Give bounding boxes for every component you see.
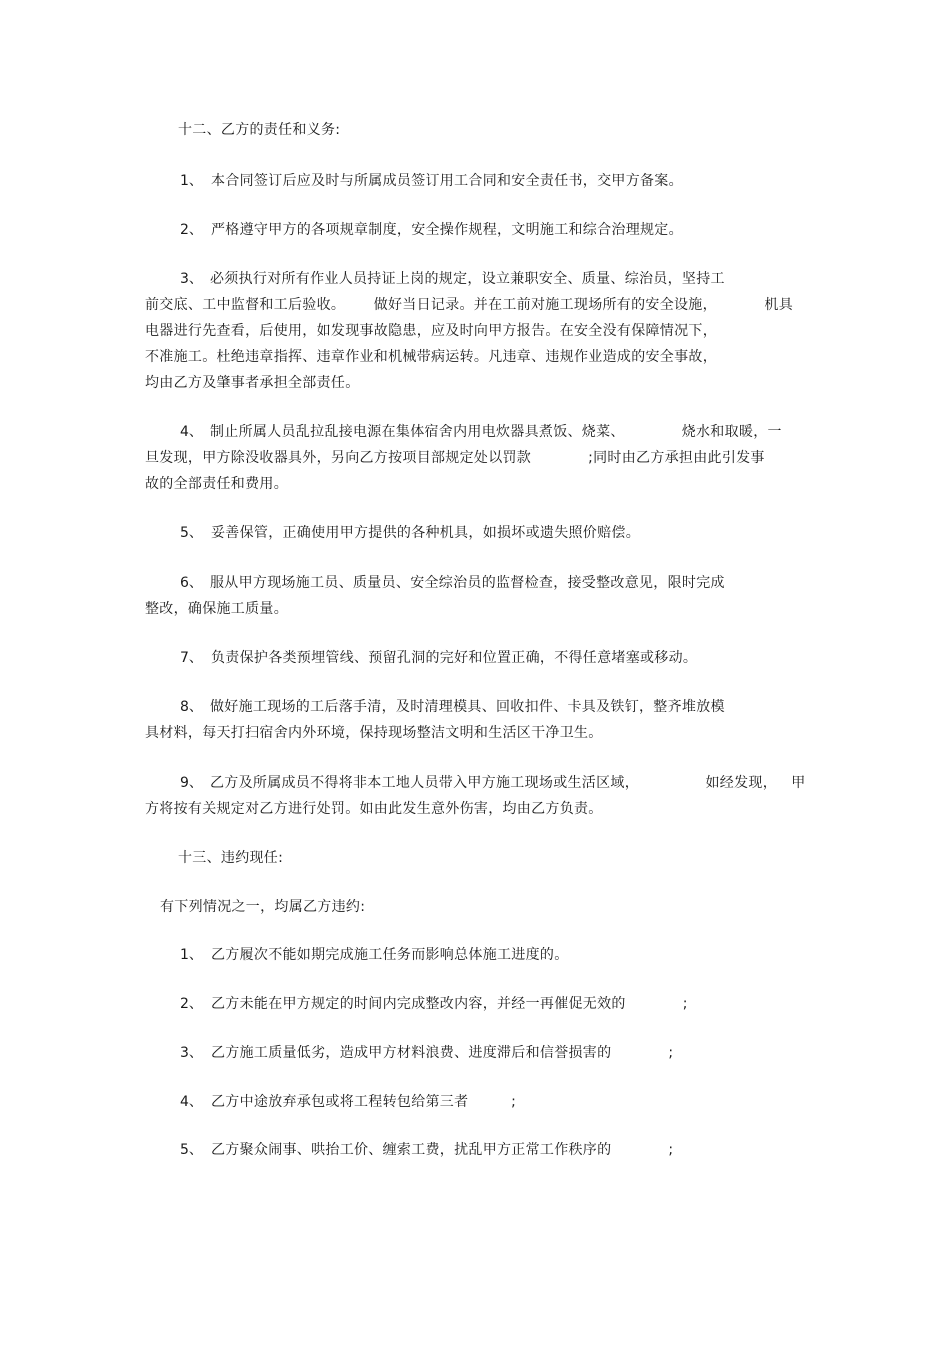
item-13-5-text: 乙方聚众闹事、哄抬工价、缠索工费，扰乱甲方正常工作秩序的 ; <box>211 1142 674 1158</box>
item-12-3-line-4: 不准施工。杜绝违章指挥、违章作业和机械带病运转。凡违章、违规作业造成的安全事故， <box>145 349 717 365</box>
item-12-1-number: 1、 <box>180 173 203 189</box>
item-13-2-number: 2、 <box>180 996 203 1012</box>
item-12-6-line-2: 整改，确保施工质量。 <box>145 601 288 617</box>
item-12-7-number: 7、 <box>180 650 203 666</box>
item-12-5-text: 妥善保管，正确使用甲方提供的各种机具，如损坏或遗失照价赔偿。 <box>211 525 640 541</box>
item-12-8-number: 8、 <box>180 699 203 715</box>
item-12-9-number: 9、 <box>180 775 203 791</box>
item-13-4-number: 4、 <box>180 1094 203 1110</box>
item-13-4-text: 乙方中途放弃承包或将工程转包给第三者 ; <box>211 1094 517 1110</box>
item-13-2-text: 乙方未能在甲方规定的时间内完成整改内容，并经一再催促无效的 ; <box>211 996 688 1012</box>
item-12-3-line-5: 均由乙方及肇事者承担全部责任。 <box>145 375 360 391</box>
item-12-2-number: 2、 <box>180 222 203 238</box>
item-12-9-line-1: 乙方及所属成员不得将非本工地人员带入甲方施工现场或生活区域， 如经发现， 甲 <box>210 775 806 791</box>
item-12-3-line-1: 必须执行对所有作业人员持证上岗的规定，设立兼职安全、质量、综治员，坚持工 <box>210 271 725 287</box>
item-12-9-line-2: 方将按有关规定对乙方进行处罚。如由此发生意外伤害，均由乙方负责。 <box>145 801 603 817</box>
item-12-8-line-1: 做好施工现场的工后落手清，及时清理模具、回收扣件、卡具及铁钉，整齐堆放模 <box>210 699 725 715</box>
item-12-2-text: 严格遵守甲方的各项规章制度，安全操作规程，文明施工和综合治理规定。 <box>211 222 683 238</box>
item-12-8-line-2: 具材料，每天打扫宿舍内外环境，保持现场整洁文明和生活区干净卫生。 <box>145 725 603 741</box>
item-13-3-text: 乙方施工质量低劣，造成甲方材料浪费、进度滞后和信誉损害的 ; <box>211 1045 674 1061</box>
item-12-3-number: 3、 <box>180 271 203 287</box>
item-12-3-line-2: 前交底、工中监督和工后验收。 做好当日记录。并在工前对施工现场所有的安全设施， 机具 <box>145 297 793 313</box>
item-12-4-line-1: 制止所属人员乱拉乱接电源在集体宿舍内用电炊器具煮饭、烧菜、 烧水和取暖，一 <box>210 424 782 440</box>
section-13-heading: 十三、违约现任: <box>178 850 284 866</box>
item-13-1-text: 乙方履次不能如期完成施工任务而影响总体施工进度的。 <box>211 947 569 963</box>
item-12-4-line-2: 旦发现，甲方除没收器具外，另向乙方按项目部规定处以罚款 ;同时由乙方承担由此引发事 <box>145 450 765 466</box>
item-13-1-number: 1、 <box>180 947 203 963</box>
item-12-4-number: 4、 <box>180 424 203 440</box>
section-13-intro: 有下列情况之一，均属乙方违约: <box>160 899 366 915</box>
item-12-6-number: 6、 <box>180 575 203 591</box>
item-12-5-number: 5、 <box>180 525 203 541</box>
item-12-1-text: 本合同签订后应及时与所属成员签订用工合同和安全责任书，交甲方备案。 <box>211 173 683 189</box>
item-12-6-line-1: 服从甲方现场施工员、质量员、安全综治员的监督检查，接受整改意见，限时完成 <box>210 575 725 591</box>
item-13-5-number: 5、 <box>180 1142 203 1158</box>
item-12-3-line-3: 电器进行先查看，后使用，如发现事故隐患，应及时向甲方报告。在安全没有保障情况下， <box>145 323 717 339</box>
section-12-heading: 十二、乙方的责任和义务: <box>178 122 341 138</box>
item-12-7-text: 负责保护各类预埋管线、预留孔洞的完好和位置正确，不得任意堵塞或移动。 <box>211 650 698 666</box>
item-13-3-number: 3、 <box>180 1045 203 1061</box>
item-12-4-line-3: 故的全部责任和费用。 <box>145 476 288 492</box>
